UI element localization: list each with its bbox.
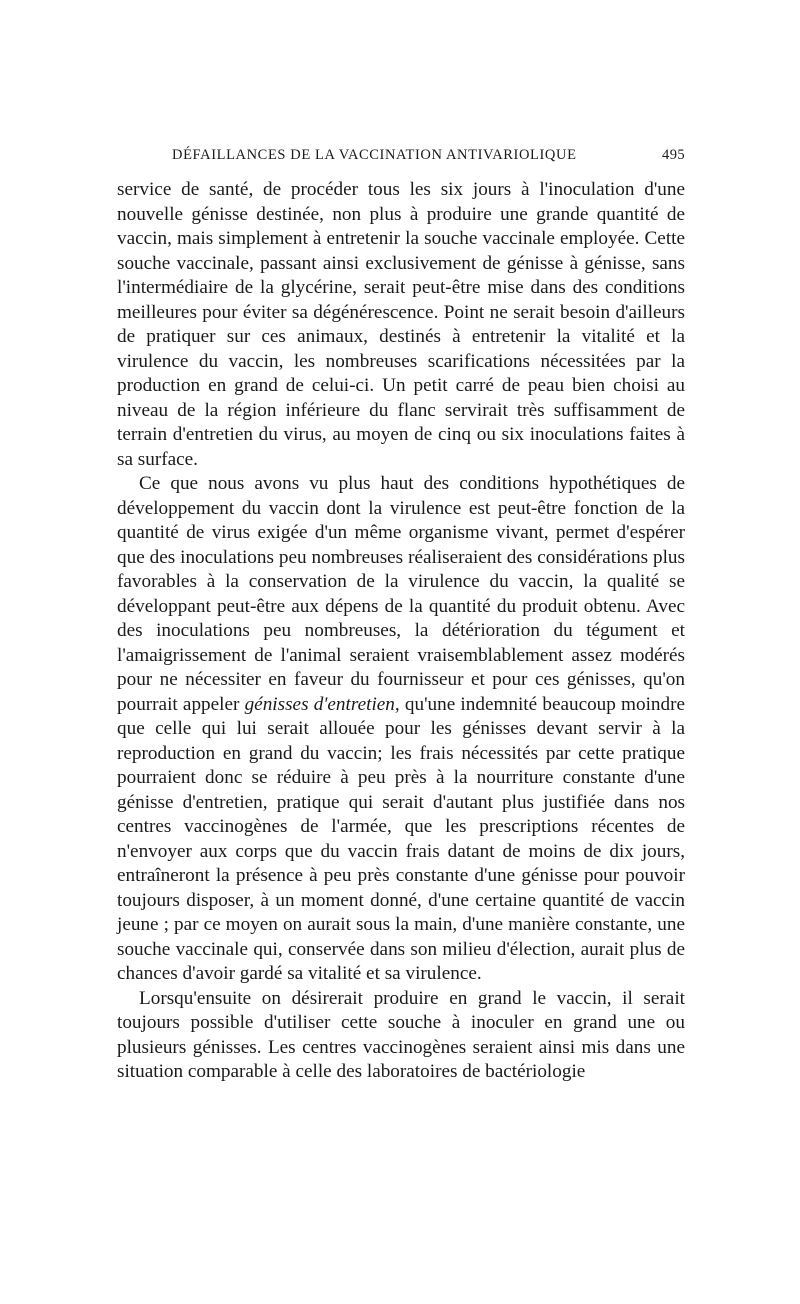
paragraph-2 bbox=[117, 472, 685, 987]
running-header bbox=[172, 147, 685, 164]
paragraph-2-text-start: Ce que nous avons vu plus haut des conditions hypothétiques de développement du vaccin dont la virulence est peut-être fonction de la quantité de virus exigée d'un même organisme vivant, permet d'espérer que des inoculations peu nombreuses réaliseraient des considérations plus favorables à la conservation de la virulence du vaccin, la qualité se développant peut-être aux dépens de la quantité du produit obtenu. Avec des inoculations peu nombreuses, la détérioration du tégument et l'amaigrissement de l'animal seraient vraisemblablement assez modérés pour ne nécessiter en faveur du fournisseur et pour ces génisses, qu'on pourrait appeler bbox=[117, 473, 685, 715]
running-title: DÉFAILLANCES DE LA VACCINATION ANTIVARIOLIQUE bbox=[172, 147, 577, 163]
italic-term: génisses d'entretien bbox=[244, 693, 395, 715]
paragraph-1-text: service de santé, de procéder tous les six jours à l'inoculation d'une nouvelle génisse destinée, non plus à produire une grande quantité de vaccin, mais simplement à entretenir la souche vaccinale employée. Cette souche vaccinale, passant ainsi exclusivement de génisse à génisse, sans l'intermédiaire de la glycérine, serait peut-être mise dans des conditions meilleures pour éviter sa dégénérescence. Point ne serait besoin d'ailleurs de pratiquer sur ces animaux, destinés à entretenir la vitalité et la virulence du vaccin, les nombreuses scarifications nécessitées par la production en grand de celui-ci. Un petit carré de peau bien choisi au niveau de la région inférieure du flanc servirait très suffisamment de terrain d'entretien du virus, au moyen de cinq ou six inoculations faites à sa surface. bbox=[117, 179, 685, 470]
page-number: 495 bbox=[662, 147, 685, 163]
body-text bbox=[117, 178, 685, 1085]
paragraph-1 bbox=[117, 178, 685, 472]
paragraph-3-text: Lorsqu'ensuite on désirerait produire en grand le vaccin, il serait toujours possible d'utiliser cette souche à inoculer en grand une ou plusieurs génisses. Les centres vaccinogènes seraient ainsi mis dans une situation comparable à celle des laboratoires de bactériologie bbox=[117, 987, 685, 1082]
paragraph-3 bbox=[117, 987, 685, 1085]
paragraph-2-text-end: , qu'une indemnité beaucoup moindre que celle qui lui serait allouée pour les génisses devant servir à la reproduction en grand du vaccin; les frais nécessités par cette pratique pourraient donc se réduire à peu près à la nourriture constante d'une génisse d'entretien, pratique qui serait d'autant plus justifiée dans nos centres vaccinogènes de l'armée, que les prescriptions récentes de n'envoyer aux corps que du vaccin frais datant de moins de dix jours, entraîneront la présence à peu près constante d'une génisse pour pouvoir toujours disposer, à un moment donné, d'une certaine quantité de vaccin jeune ; par ce moyen on aurait sous la main, d'une manière constante, une souche vaccinale qui, conservée dans son milieu d'élection, aurait plus de chances d'avoir gardé sa vitalité et sa virulence. bbox=[117, 693, 685, 984]
